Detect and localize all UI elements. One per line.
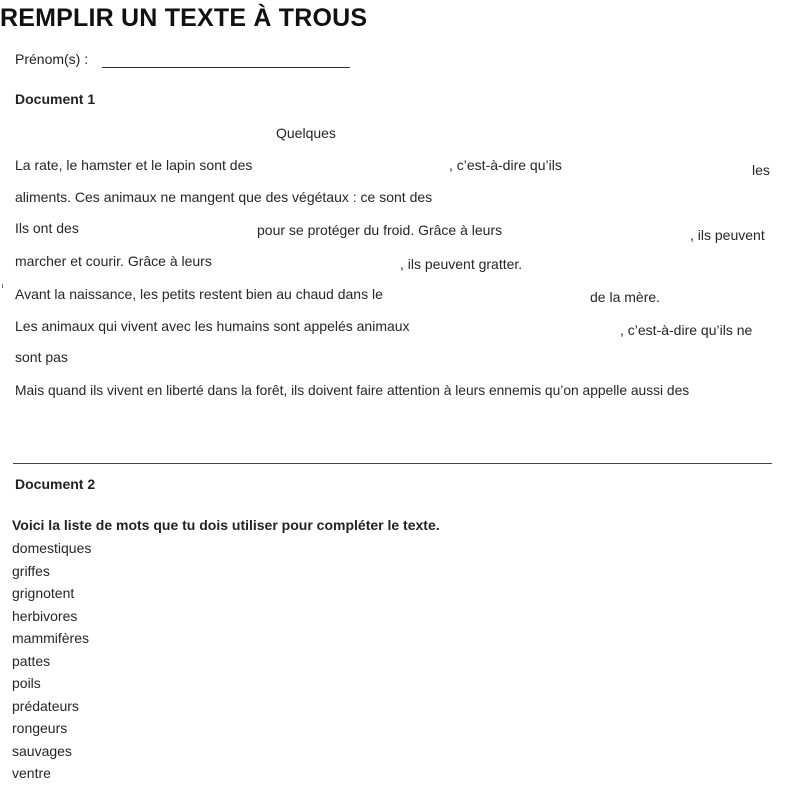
text-line-1b: , c’est-à-dire qu’ils [449, 157, 562, 173]
text-line-3c: , ils peuvent [690, 227, 765, 243]
margin-mark [2, 284, 7, 288]
word-list-item: herbivores [12, 607, 78, 624]
word-list-item: mammifères [12, 630, 90, 646]
text-line-5a: Avant la naissance, les petits restent bien au chaud dans le [15, 286, 383, 302]
word-list-item: grignotent [12, 585, 75, 601]
text-line-4a: marcher et courir. Grâce à leurs [15, 253, 212, 269]
word-list-item: poils [12, 675, 41, 691]
text-line-3b: pour se protéger du froid. Grâce à leurs [257, 222, 503, 238]
prenom-blank-line[interactable] [102, 67, 350, 68]
word-list-item: domestiques [12, 540, 92, 556]
word-list-item: pattes [12, 652, 51, 669]
text-line-1a: La rate, le hamster et le lapin sont des [15, 157, 253, 173]
text-line-2: aliments. Ces animaux ne mangent que des végétaux : ce sont des [15, 189, 433, 205]
text-line-6b: , c’est-à-dire qu’ils ne [620, 322, 753, 338]
word-list-item: rongeurs [12, 720, 68, 736]
text-line-3a: Ils ont des [15, 220, 79, 236]
section-divider [13, 463, 772, 464]
document-1-heading: Document 1 [15, 91, 96, 107]
prenom-label: Prénom(s) : [15, 51, 89, 67]
word-list-item: prédateurs [12, 697, 79, 714]
text-line-5b: de la mère. [590, 289, 661, 305]
text-line-1c: les [752, 162, 770, 178]
document-2-heading: Document 2 [15, 476, 96, 492]
text-line-7: sont pas [15, 349, 68, 365]
text-line-8: Mais quand ils vivent en liberté dans la forêt, ils doivent faire attention à leurs ennemis qu’on appelle aussi des [15, 383, 690, 398]
text-line-6a: Les animaux qui vivent avec les humains sont appelés animaux [15, 318, 410, 334]
word-list-item: ventre [12, 765, 51, 781]
page-title: REMPLIR UN TEXTE À TROUS [0, 4, 368, 32]
word-list-item: sauvages [12, 742, 72, 759]
word-list [12, 537, 91, 785]
word-list-instruction: Voici la liste de mots que tu dois utiliser pour compléter le texte. [12, 517, 440, 533]
center-word: Quelques [276, 125, 336, 141]
word-list-item: griffes [12, 562, 50, 579]
text-line-4b: , ils peuvent gratter. [400, 256, 523, 272]
